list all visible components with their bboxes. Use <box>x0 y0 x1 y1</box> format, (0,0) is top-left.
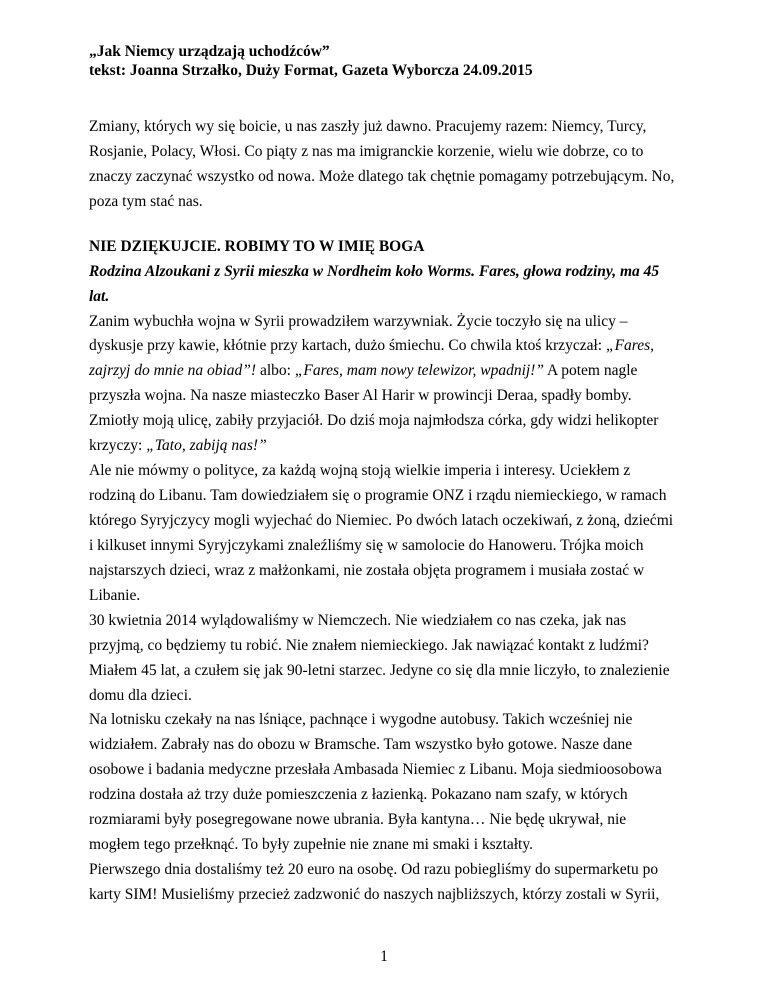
body-text: krzyczy: <box>89 437 147 454</box>
intro-line: znaczy zaczynać wszystko od nowa. Może dlatego tak chętnie pomagamy potrzebującym. No, <box>89 168 675 185</box>
body-line: Pierwszego dnia dostaliśmy też 20 euro na osobę. Od razu pobiegliśmy do supermarketu po <box>89 861 659 878</box>
body-line: mogłem tego przełknąć. To były zupełnie nie znane mi smaki i kształty. <box>89 836 533 853</box>
lead-line: Rodzina Alzoukani z Syrii mieszka w Nordheim koło Worms. Fares, głowa rodziny, ma 45 <box>89 263 660 280</box>
quote-text: „Fares, mam nowy telewizor, wpadnij!” <box>294 362 544 379</box>
body-line: widziałem. Zabrały nas do obozu w Bramsche. Tam wszystko było gotowe. Nasze dane <box>89 736 633 753</box>
body-line: Libanie. <box>89 587 141 604</box>
body-text: A potem nagle <box>543 362 638 379</box>
document-title: „Jak Niemcy urządzają uchodźców” <box>89 43 330 60</box>
lead-line: lat. <box>89 288 110 305</box>
body-line: 30 kwietnia 2014 wylądowaliśmy w Niemczech. Nie wiedziałem co nas czeka, jak nas <box>89 612 627 629</box>
quote-text: „Tato, zabiją nas!” <box>146 437 267 454</box>
body-line: przyszła wojna. Na nasze miasteczko Baser Al Harir w prowincji Deraa, spadły bomby. <box>89 387 632 404</box>
quote-text: zajrzyj do mnie na obiad”! <box>89 362 257 379</box>
body-line: Na lotnisku czekały na nas lśniące, pachnące i wygodne autobusy. Takich wcześniej nie <box>89 711 633 728</box>
body-line: Zmiotły moją ulicę, zabiły przyjaciół. Do dziś moja najmłodsza córka, gdy widzi helikopter <box>89 412 659 429</box>
body-line: Zanim wybuchła wojna w Syrii prowadziłem warzywniak. Życie toczyło się na ulicy – <box>89 313 628 330</box>
body-text: albo: <box>256 362 295 379</box>
body-text: dyskusje przy kawie, kłótnie przy kartach, dużo śmiechu. Co chwila ktoś krzyczał: <box>89 337 606 354</box>
section-heading: NIE DZIĘKUJCIE. ROBIMY TO W IMIĘ BOGA <box>89 238 425 255</box>
body-line <box>89 436 267 456</box>
body-line: Ale nie mówmy o polityce, za każdą wojną stoją wielkie imperia i interesy. Uciekłem z <box>89 462 631 479</box>
body-line: rodzina dostała aż trzy duże pomieszczenia z łazienką. Pokazano nam szafy, w których <box>89 786 628 803</box>
body-line <box>89 336 654 356</box>
body-line: domu dla dzieci. <box>89 687 192 704</box>
body-line: rozmiarami były posegregowane nowe ubrania. Była kantyna… Nie będę ukrywał, nie <box>89 811 627 828</box>
body-line: rodziną do Libanu. Tam dowiedziałem się o programie ONZ i rządu niemieckiego, w ramach <box>89 487 667 504</box>
body-line: Miałem 45 lat, a czułem się jak 90-letni starzec. Jedyne co się dla mnie liczyło, to znalezienie <box>89 662 670 679</box>
page-number: 1 <box>380 948 388 965</box>
body-line: najstarszych dzieci, wraz z małżonkami, nie została objęta programem i musiała zostać w <box>89 562 645 579</box>
body-line: którego Syryjczycy mogli wyjechać do Niemiec. Po dwóch latach oczekiwań, z żoną, dziećmi <box>89 512 674 529</box>
document-source: tekst: Joanna Strzałko, Duży Format, Gazeta Wyborcza 24.09.2015 <box>89 62 533 79</box>
intro-line: poza tym stać nas. <box>89 193 203 210</box>
body-line <box>89 361 637 381</box>
intro-line: Zmiany, których wy się boicie, u nas zaszły już dawno. Pracujemy razem: Niemcy, Turcy, <box>89 118 647 135</box>
body-line: karty SIM! Musieliśmy przecież zadzwonić do naszych najbliższych, którzy zostali w Syrii, <box>89 886 660 903</box>
quote-text: „Fares, <box>605 337 655 354</box>
body-line: przyjmą, co będziemy tu robić. Nie znałem niemieckiego. Jak nawiązać kontakt z ludźmi? <box>89 637 649 654</box>
body-line: i kilkuset innymi Syryjczykami znaleźliśmy się w samolocie do Hanoweru. Trójka moich <box>89 537 644 554</box>
intro-line: Rosjanie, Polacy, Włosi. Co piąty z nas ma imigranckie korzenie, wielu wie dobrze, co to <box>89 143 644 160</box>
body-line: osobowe i badania medyczne przesłała Ambasada Niemiec z Libanu. Moja siedmioosobowa <box>89 761 662 778</box>
